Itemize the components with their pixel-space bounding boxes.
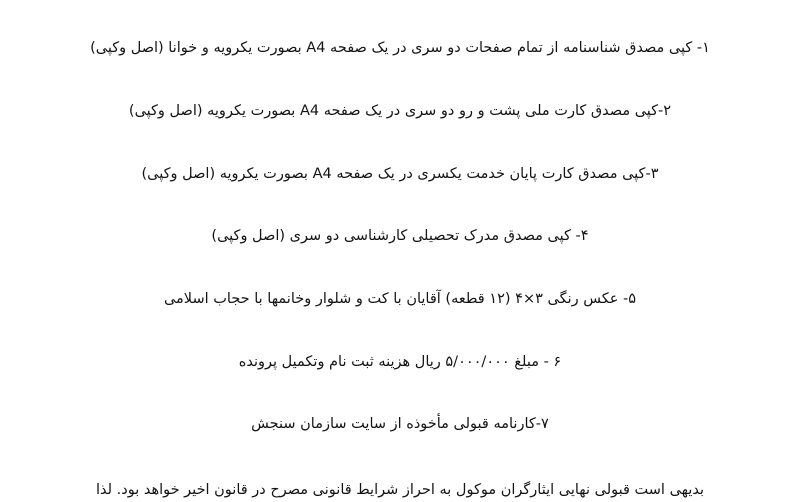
requirement-item-5: ۵- عکس رنگی ۳×۴ (۱۲ قطعه) آقایان با کت و شلوار وخانمها با حجاب اسلامی — [163, 291, 637, 307]
requirement-item-6: ۶ - مبلغ ۵/۰۰۰/۰۰۰ ریال هزینه ثبت نام وتکمیل پرونده — [238, 353, 562, 370]
requirement-item-1: ۱- کپی مصدق شناسنامه از تمام صفحات دو سری در یک صفحه A4 بصورت یکرویه و خوانا (اصل وکپی) — [90, 40, 710, 56]
requirement-item-7: ۷-کارنامه قبولی مأخوذه از سایت سازمان سنجش — [251, 415, 549, 432]
requirement-item-2: ۲-کپی مصدق کارت ملی پشت و رو دو سری در یک صفحه A4 بصورت یکرویه (اصل وکپی) — [128, 102, 672, 119]
requirement-item-3: ۳-کپی مصدق کارت پایان خدمت یکسری در یک صفحه A4 بصورت یکرویه (اصل وکپی) — [141, 165, 659, 182]
document-body — [42, 38, 758, 502]
requirement-item-4: ۴- کپی مصدق مدرک تحصیلی کارشناسی دو سری (اصل وکپی) — [211, 228, 589, 245]
closing-paragraph-line-1: بدیهی است قبولی نهایی ایثارگران موکول به احراز شرایط قانونی مصرح در قانون اخیر خواهد بود. لذا — [95, 482, 705, 499]
